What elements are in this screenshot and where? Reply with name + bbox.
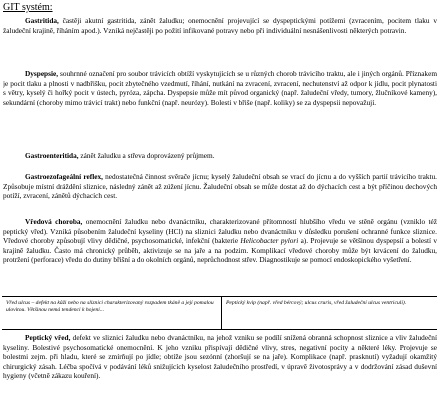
term-gastritida: Gastritida, (25, 16, 59, 25)
term-peptic-ulcer: Peptický vřed, (25, 333, 71, 342)
bacterium-name: Helicobacter pylori (240, 236, 299, 246)
section-heading: GIT systém: (3, 2, 53, 13)
note-boxes (2, 296, 437, 330)
paragraph-gastritida (3, 16, 437, 35)
paragraph-vredova-choroba (3, 217, 437, 265)
term-gastroenteritida: Gastroenteritida, (25, 151, 79, 160)
note-box-right: Peptický kvip (např. vřed bércový; ulcus cruris, vřed žaludeční ulcus ventriculi). (226, 300, 407, 306)
definition-gastroenteritida: zánět žaludku a střeva doprovázený průjmem. (78, 151, 215, 160)
definition-dyspepsie: souhrnné označení pro soubor trávicích obtíží vyskytujících se u různých chorob trávicího traktu, ale i jiných orgánů. Příznakem je pocit tlaku a plnosti v nadbřišku, pocit zbytečného vzedmutí, říhání, nutkání na zvracení, zvracení, nechutenství až odpor k jídlu, pocit plynatosti s větry, kyselý či hořký pocit v ústech, pyróza, zápcha. Dyspepsie může mít původ organický (např. žaludeční vředy, tumory, žlučníkové kameny), sekundární (choroby mimo trávicí trakt) nebo funkční (např. neurózy). Bolesti v břiše (např. koliky) se za dyspepsii nepovažují. (3, 69, 437, 107)
paragraph-gastroezofagealni-reflex (3, 172, 437, 201)
definition-gastritida: častěji akutní gastritida, zánět žaludku; onemocnění projevující se dyspeptickými potížemi (zvracením, pocitem tlaku v žaludeční krajině, říháním apod.). Vzniká nejčastěji po požití infikované potravy nebo při individuální nesnášenlivosti některých potravin. (3, 16, 437, 35)
definition-peptic-ulcer: defekt ve sliznici žaludku nebo dvanáctníku, na jehož vzniku se podílí snížená obranná schopnost sliznice a vliv žaludeční kyseliny. Bolestivé psychosomatické onemocnění. K jeho vzniku přispívají dědičné vlivy, stres, negativní pocity a některé léky. Projevuje se bolestmi zejm. při hladu, které se zmírňují po jídle; obtíže jsou sezónní (zhoršují se na jaře). Komplikace (např. prasknutí) vyžadují okamžitý chirurgický zásah. Léčba spočívá v podávání léků snižujících kyselost žaludečního prostředí, v úpravě životosprávy a v dodržování zásad duševní hygieny (včetně zákazu kouření). (3, 333, 437, 381)
definition-vredova-choroba-part1: onemocnění žaludku nebo dvanáctníku, charakterizované přítomností hlubšího vředu ve stěně orgánu (vzniklo též peptický vřed). Vzniká působením žaludeční kyseliny (HCl) na sliznici žaludku nebo dvanáctníku v důsledku porušení ochranné funkce sliznice. Vředové choroby způsobují vlivy dědičné, psychosomatické, infekční (bakterie (3, 217, 437, 246)
term-dyspepsie: Dyspepsie, (25, 69, 59, 78)
paragraph-dyspepsie (3, 69, 437, 107)
paragraph-peptic-ulcer (3, 333, 437, 381)
definition-gastroezofagealni-reflex: nedostatečná činnost svěrače jícnu; kyselý žaludeční obsah se vrací do jícnu a do vyšších partií trávicího traktu. Způsobuje místní dráždění sliznice, následný zánět až zúžení jícnu. Žaludeční obsah se může dostat až do dýchacích cest a být příčinou dechových potíží, zvracení, zánětů dýchacích cest. (3, 172, 437, 201)
paragraph-gastroenteritida (3, 151, 437, 161)
term-vredova-choroba: Vředová choroba, (25, 217, 83, 226)
definition-vredova-choroba-part2: a). Projevuje se většinou dyspepsií a bolestí v krajině žaludku. Často má chronický průběh, aktivizuje se na jaře a na podzim. Komplikací vředové choroby může být krvácení do žaludku, protržení (perforace) vředu do dutiny břišní a do okolních orgánů, neprůchodnost střev. Diagnostikuje se pomocí endoskopického vyšetření. (3, 236, 437, 265)
note-box-left: Vřed ulcus – defekt na kůži nebo na sliznici charakterizovaný rozpadem tkáně a její pomalou ulovitou. Většinou nemá tendenci k hojení... (2, 297, 222, 329)
term-gastroezofagealni-reflex: Gastroezofageální reflex, (25, 172, 103, 181)
